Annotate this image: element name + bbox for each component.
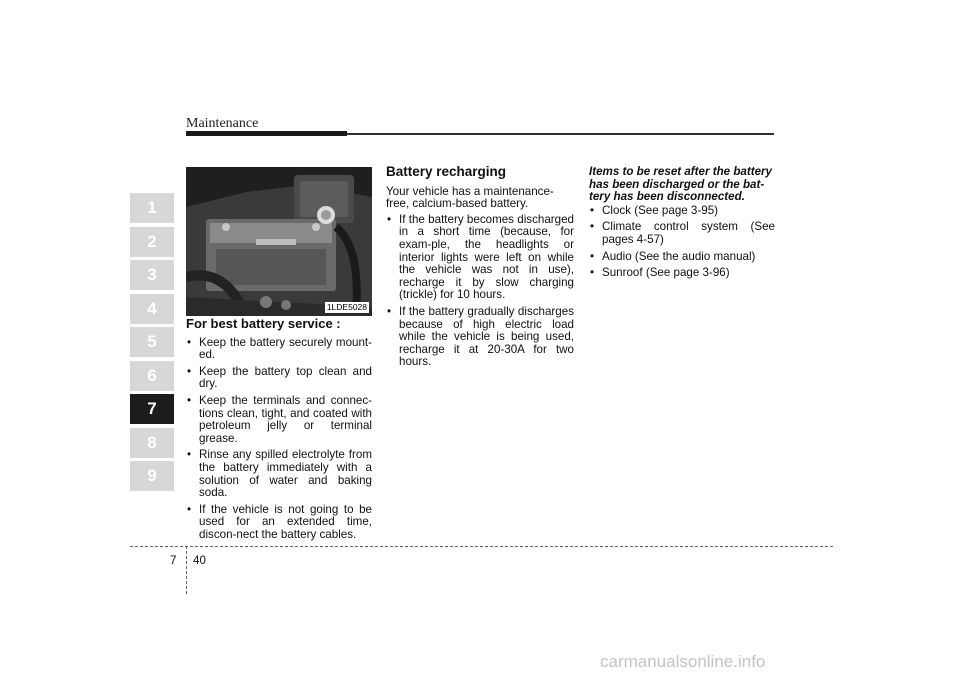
reset-items-section bbox=[589, 166, 775, 284]
chapter-tab-4[interactable]: 4 bbox=[130, 294, 174, 324]
header-rule bbox=[347, 133, 774, 135]
chapter-tab-1[interactable]: 1 bbox=[130, 193, 174, 223]
list-item: • Clock (See page 3-95) bbox=[589, 205, 775, 218]
battery-recharging-title: Battery recharging bbox=[386, 164, 507, 179]
battery-recharging-intro: Your vehicle has a maintenance-free, calcium-based battery. bbox=[386, 184, 554, 211]
page-number: 40 bbox=[193, 554, 206, 567]
header-bar bbox=[186, 131, 347, 136]
battery-service-title: For best battery service : bbox=[186, 316, 341, 331]
figure-code: 1LDE5028 bbox=[326, 302, 367, 312]
list-item: • Climate control system (See pages 4-57) bbox=[589, 221, 775, 246]
chapter-tab-3[interactable]: 3 bbox=[130, 260, 174, 290]
engine-bay-illustration bbox=[186, 167, 372, 316]
chapter-tab-8[interactable]: 8 bbox=[130, 428, 174, 458]
chapter-tab-9[interactable]: 9 bbox=[130, 461, 174, 491]
chapter-tab-6[interactable]: 6 bbox=[130, 361, 174, 391]
list-item: • If the battery becomes discharged in a short time (because, for exam-ple, the headlights or interior lights were left on while the vehicle was not in use), recharge it by slow charging (trickle) for 10 hours. bbox=[386, 214, 574, 302]
footer-divider bbox=[130, 546, 833, 547]
battery-photo bbox=[186, 167, 372, 316]
list-item: • Audio (See the audio manual) bbox=[589, 251, 775, 264]
footer-vertical-divider bbox=[186, 546, 187, 594]
battery-recharging-list bbox=[386, 214, 574, 369]
chapter-tab-2[interactable]: 2 bbox=[130, 227, 174, 257]
list-item: • If the vehicle is not going to be used for an extended time, discon-nect the battery cables. bbox=[186, 504, 372, 542]
chapter-tabs bbox=[130, 193, 174, 495]
section-title: Maintenance bbox=[186, 116, 259, 131]
chapter-tab-5[interactable]: 5 bbox=[130, 327, 174, 357]
list-item: • Keep the battery top clean and dry. bbox=[186, 366, 372, 391]
battery-service-section bbox=[186, 318, 372, 546]
list-item: • If the battery gradually discharges because of high electric load while the vehicle is being used, recharge it at 20-30A for two hours. bbox=[386, 306, 574, 369]
list-item: • Sunroof (See page 3-96) bbox=[589, 267, 775, 280]
reset-items-list bbox=[589, 205, 775, 280]
reset-items-title: Items to be reset after the battery has been discharged or the bat-tery has been disconnected. bbox=[589, 165, 772, 204]
list-item: • Rinse any spilled electrolyte from the battery immediately with a solution of water and baking soda. bbox=[186, 449, 372, 499]
battery-service-list bbox=[186, 337, 372, 542]
chapter-tab-7[interactable]: 7 bbox=[130, 394, 174, 424]
list-item: • Keep the terminals and connec-tions clean, tight, and coated with petroleum jelly or terminal grease. bbox=[186, 395, 372, 445]
page-chapter-number: 7 bbox=[170, 554, 177, 567]
list-item: • Keep the battery securely mount-ed. bbox=[186, 337, 372, 362]
watermark: carmanualsonline.info bbox=[600, 652, 766, 671]
battery-recharging-section bbox=[386, 166, 574, 373]
